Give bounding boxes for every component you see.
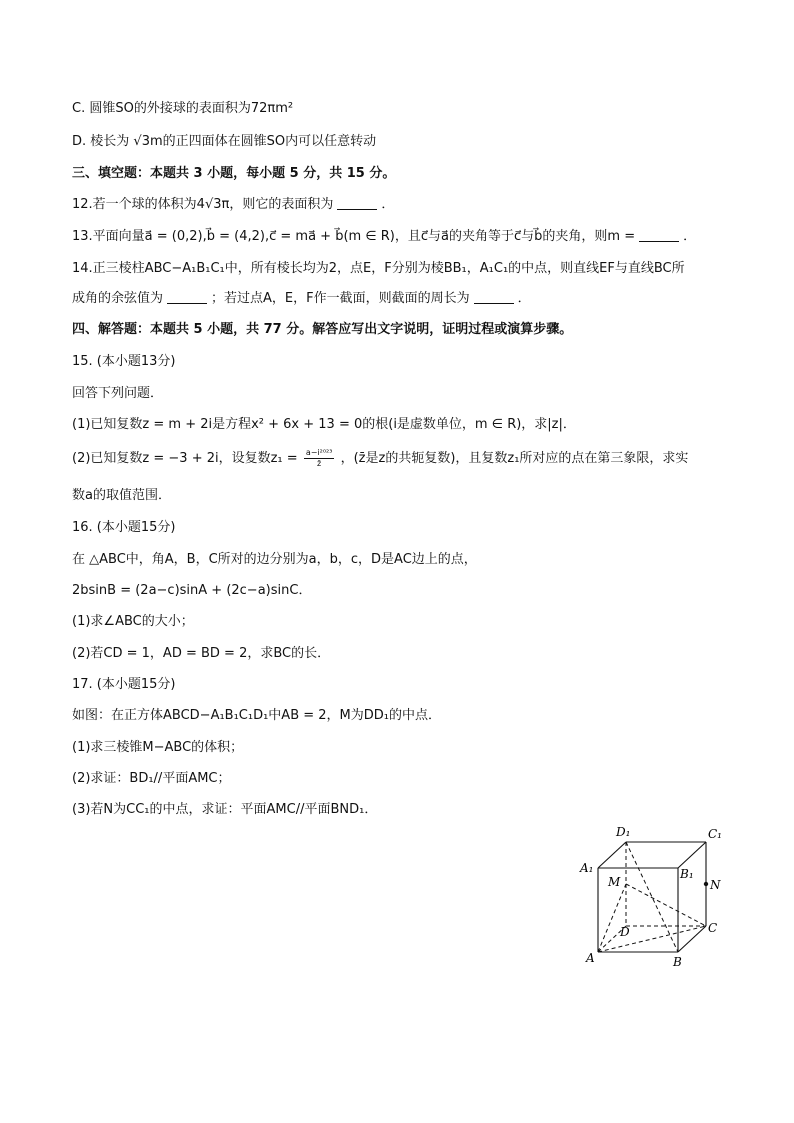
label-n: N [710, 878, 721, 892]
question-15-part-2 [72, 448, 688, 469]
section-3-heading: 三、填空题：本题共 3 小题，每小题 5 分，共 15 分。 [72, 166, 396, 181]
label-a: A [586, 951, 595, 965]
question-14-line-1: 14.正三棱柱ABC−A₁B₁C₁中，所有棱长均为2，点E，F分别为棱BB₁，A₁C₁的中点，则直线EF与直线BC所 [72, 261, 685, 276]
question-15-part-2-lead: (2)已知复数z = −3 + 2i，设复数z₁ = [72, 451, 298, 466]
edge-b1c1 [678, 842, 706, 868]
question-17-part-2: (2)求证：BD₁//平面AMC； [72, 771, 231, 786]
fraction [304, 448, 335, 469]
edge-bc [678, 926, 706, 952]
question-14-text-b: ；若过点A，E，F作一截面，则截面的周长为 [211, 291, 470, 306]
label-c: C [708, 921, 718, 935]
question-16-heading: 16. (本小题15分) [72, 520, 176, 535]
question-17-heading: 17. (本小题15分) [72, 677, 176, 692]
question-15-intro: 回答下列问题． [72, 386, 164, 401]
point-n [704, 882, 708, 886]
question-15-part-2-cont: 数a的取值范围． [72, 488, 171, 503]
question-16-equation: 2bsinB = (2a−c)sinA + (2c−a)sinC． [72, 583, 312, 598]
section-4-heading: 四、解答题：本题共 5 小题，共 77 分。解答应写出文字说明，证明过程或演算步骤。 [72, 322, 573, 337]
label-b: B [673, 955, 682, 969]
answer-blank [639, 229, 679, 242]
question-13: 13.平面向量a⃗ = (0,2),b⃗ = (4,2),c⃗ = ma⃗ + b⃗(m ∈ R)，且c⃗与a⃗的夹角等于c⃗与b⃗的夹角，则m = ． [72, 229, 697, 244]
question-14-line-2: 成角的余弦值为 ；若过点A，E，F作一截面，则截面的周长为 ． [72, 291, 531, 306]
question-16-part-2: (2)若CD = 1，AD = BD = 2，求BC的长． [72, 646, 331, 661]
question-12-text: 12.若一个球的体积为4√3π，则它的表面积为 [72, 197, 334, 212]
question-13-text: 13.平面向量a⃗ = (0,2),b⃗ = (4,2),c⃗ = ma⃗ + b⃗(m ∈ R)，且c⃗与a⃗的夹角等于c⃗与b⃗的夹角，则m = [72, 229, 636, 244]
cube-diagram [570, 820, 730, 975]
question-16-intro: 在 △ABC中，角A，B，C所对的边分别为a，b，c，D是AC边上的点， [72, 552, 477, 567]
edge-a1d1 [598, 842, 626, 868]
answer-blank [474, 291, 514, 304]
option-c: C. 圆锥SO的外接球的表面积为72πm² [72, 101, 294, 116]
label-d1: D₁ [616, 825, 631, 839]
line-ac [598, 926, 706, 952]
question-15-heading: 15. (本小题13分) [72, 354, 176, 369]
label-c1: C₁ [708, 827, 722, 841]
label-a1: A₁ [580, 861, 594, 875]
fraction-numerator: a−i²⁰²³ [305, 448, 333, 457]
question-17-part-3: (3)若N为CC₁的中点，求证：平面AMC//平面BND₁． [72, 802, 378, 817]
label-d: D [620, 925, 630, 939]
question-16-part-1: (1)求∠ABC的大小； [72, 614, 194, 629]
question-14-text-a: 成角的余弦值为 [72, 291, 164, 306]
label-m: M [608, 875, 621, 889]
question-12: 12.若一个球的体积为4√3π，则它的表面积为 ． [72, 197, 395, 212]
answer-blank [167, 291, 207, 304]
line-bd1 [626, 842, 678, 952]
fraction-denominator: z̄ [317, 459, 322, 468]
question-15-part-2-tail: ，(z̄是z的共轭复数)，且复数z₁所对应的点在第三象限，求实 [340, 451, 689, 466]
line-mc [626, 884, 706, 926]
question-17-part-1: (1)求三棱锥M−ABC的体积； [72, 740, 244, 755]
label-b1: B₁ [680, 867, 694, 881]
line-am [598, 884, 626, 952]
option-d: D. 棱长为 √3m的正四面体在圆锥SO内可以任意转动 [72, 134, 377, 149]
question-15-part-1: (1)已知复数z = m + 2i是方程x² + 6x + 13 = 0的根(i是虚数单位，m ∈ R)，求|z|． [72, 417, 576, 432]
question-17-intro: 如图：在正方体ABCD−A₁B₁C₁D₁中AB = 2，M为DD₁的中点． [72, 708, 441, 723]
answer-blank [337, 197, 377, 210]
